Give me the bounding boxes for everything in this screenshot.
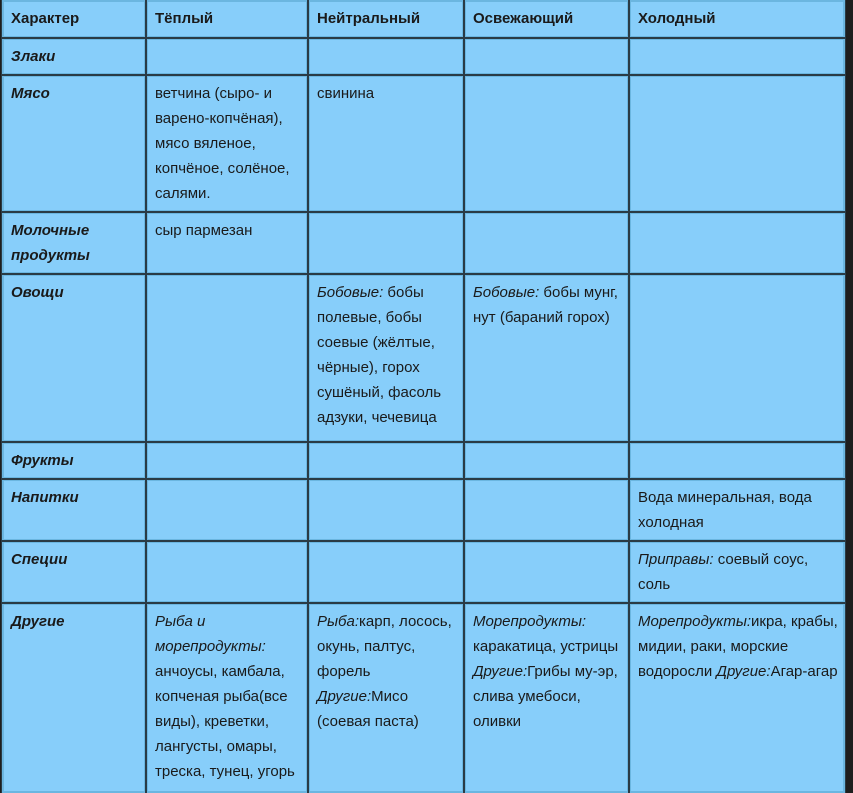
cell-cold <box>629 479 845 541</box>
category-cell: Овощи <box>2 274 146 442</box>
category-cell: Мясо <box>2 75 146 212</box>
cell-warm <box>146 38 308 75</box>
cell-text: Грибы му-эр, слива умебоси, оливки <box>473 663 618 730</box>
cell-neutral <box>308 75 464 212</box>
cell-neutral <box>308 603 464 793</box>
cell-warm <box>146 212 308 274</box>
cell-refreshing <box>464 603 629 793</box>
cell-neutral <box>308 442 464 479</box>
cell-label: Бобовые: <box>473 284 540 301</box>
cell-text: бобы полевые, бобы соевые (жёлтые, чёрные), горох сушёный, фасоль адзуки, чечевица <box>317 284 442 426</box>
cell-cold <box>629 38 845 75</box>
category-cell: Фрукты <box>2 442 146 479</box>
cell-cold <box>629 274 845 442</box>
cell-text: бобы мунг, нут (бараний горох) <box>473 284 618 326</box>
cell-text: анчоусы, камбала, копченая рыба(все виды), креветки, лангусты, омары, треска, тунец, угорь <box>155 663 295 780</box>
cell-cold <box>629 442 845 479</box>
header-cold: Холодный <box>629 0 845 38</box>
category-cell: Напитки <box>2 479 146 541</box>
header-neutral: Нейтральный <box>308 0 464 38</box>
cell-refreshing <box>464 442 629 479</box>
table-row <box>2 212 845 274</box>
cell-warm <box>146 442 308 479</box>
cell-warm <box>146 603 308 793</box>
cell-warm <box>146 274 308 442</box>
cell-warm <box>146 541 308 603</box>
cell-refreshing <box>464 75 629 212</box>
cell-label: Другие: <box>317 688 372 705</box>
cell-refreshing <box>464 541 629 603</box>
cell-refreshing <box>464 212 629 274</box>
category-cell: Злаки <box>2 38 146 75</box>
cell-cold <box>629 541 845 603</box>
cell-text: ветчина (сыро- и варено-копчёная), мясо вяленое, копчёное, солёное, салями. <box>155 85 290 202</box>
cell-refreshing <box>464 274 629 442</box>
table-row <box>2 75 845 212</box>
table-row <box>2 274 845 442</box>
table-body <box>2 0 845 793</box>
cell-neutral <box>308 38 464 75</box>
table-row <box>2 442 845 479</box>
table-row <box>2 603 845 793</box>
cell-label: Бобовые: <box>317 284 384 301</box>
cell-cold <box>629 603 845 793</box>
cell-text: Мисо (соевая паста) <box>317 688 419 730</box>
cell-label: Рыба и морепродукты: <box>155 613 266 655</box>
cell-cold <box>629 75 845 212</box>
category-cell: Специи <box>2 541 146 603</box>
category-cell: Другие <box>2 603 146 793</box>
cell-warm <box>146 75 308 212</box>
cell-label: Другие: <box>473 663 528 680</box>
cell-label: Приправы: <box>638 551 714 568</box>
header-refreshing: Освежающий <box>464 0 629 38</box>
cell-text: сыр пармезан <box>155 222 253 239</box>
table-row <box>2 541 845 603</box>
cell-refreshing <box>464 479 629 541</box>
header-character: Характер <box>2 0 146 38</box>
cell-text: карп, лосось, окунь, палтус, форель <box>317 613 452 680</box>
category-cell: Молочные продукты <box>2 212 146 274</box>
cell-text: соевый соус, соль <box>638 551 809 593</box>
cell-label: Морепродукты: <box>638 613 752 630</box>
cell-neutral <box>308 212 464 274</box>
table-row <box>2 479 845 541</box>
food-character-table <box>2 0 845 793</box>
table-row <box>2 38 845 75</box>
cell-label: Рыба: <box>317 613 359 630</box>
cell-cold <box>629 212 845 274</box>
cell-text: икра, крабы, мидии, раки, морские водоросли <box>638 613 838 680</box>
cell-label: Другие: <box>716 663 771 680</box>
cell-text: Вода минеральная, вода холодная <box>638 489 812 531</box>
cell-text: Агар-агар <box>770 663 838 680</box>
cell-refreshing <box>464 38 629 75</box>
header-warm: Тёплый <box>146 0 308 38</box>
cell-label: Морепродукты: <box>473 613 587 630</box>
cell-warm <box>146 479 308 541</box>
cell-text: каракатица, устрицы <box>473 638 619 655</box>
cell-text: свинина <box>317 85 375 102</box>
cell-neutral <box>308 479 464 541</box>
cell-neutral <box>308 274 464 442</box>
header-row <box>2 0 845 38</box>
cell-neutral <box>308 541 464 603</box>
